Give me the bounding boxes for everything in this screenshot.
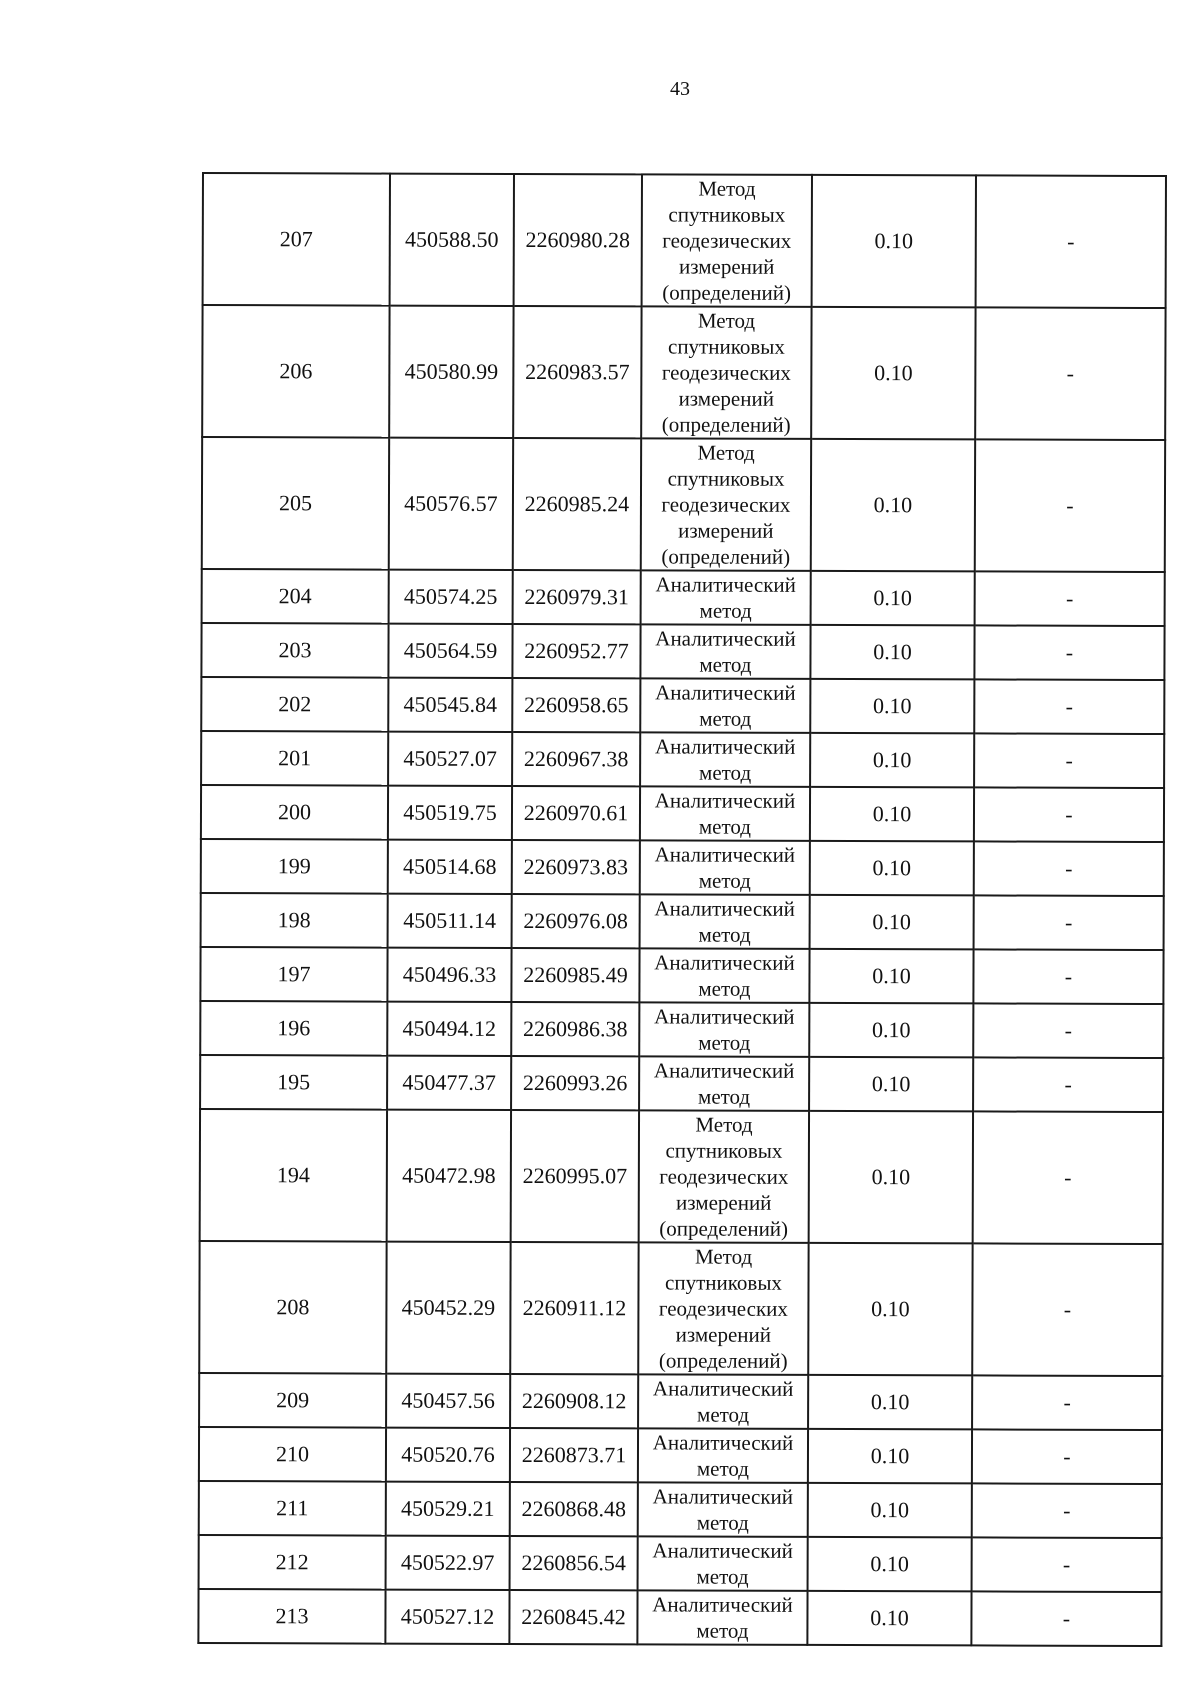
accuracy-cell: 0.10 [807, 1591, 971, 1646]
y-coordinate-cell: 2260985.49 [511, 948, 639, 1002]
x-coordinate-cell: 450511.14 [388, 894, 512, 948]
note-cell: - [974, 625, 1164, 680]
y-coordinate-cell: 2260908.12 [510, 1374, 638, 1428]
point-number-cell: 213 [198, 1589, 385, 1644]
note-cell: - [973, 949, 1163, 1004]
accuracy-cell: 0.10 [810, 679, 974, 734]
accuracy-cell: 0.10 [809, 1057, 973, 1112]
method-cell: Аналитический метод [640, 732, 810, 787]
y-coordinate-cell: 2260976.08 [512, 894, 640, 948]
method-cell: Аналитический метод [638, 1374, 808, 1429]
method-cell: Метод спутниковых геодезических измерений (определений) [641, 306, 811, 439]
method-cell: Аналитический метод [641, 570, 811, 625]
note-cell: - [973, 1111, 1163, 1244]
y-coordinate-cell: 2260993.26 [511, 1056, 639, 1110]
table-row [199, 1373, 1162, 1430]
point-number-cell: 195 [200, 1055, 387, 1110]
x-coordinate-cell: 450574.25 [389, 570, 513, 624]
method-cell: Аналитический метод [640, 786, 810, 841]
accuracy-cell: 0.10 [808, 1243, 972, 1376]
x-coordinate-cell: 450580.99 [389, 306, 513, 438]
method-cell: Аналитический метод [638, 1428, 808, 1483]
accuracy-cell: 0.10 [809, 949, 973, 1004]
point-number-cell: 211 [199, 1481, 386, 1536]
note-cell: - [973, 1003, 1163, 1058]
accuracy-cell: 0.10 [812, 175, 976, 308]
x-coordinate-cell: 450529.21 [386, 1482, 510, 1536]
table-row [199, 1241, 1162, 1376]
method-cell: Аналитический метод [638, 1482, 808, 1537]
accuracy-cell: 0.10 [808, 1375, 972, 1430]
point-number-cell: 212 [199, 1535, 386, 1590]
x-coordinate-cell: 450457.56 [386, 1374, 510, 1428]
table-row [202, 569, 1165, 626]
accuracy-cell: 0.10 [809, 1111, 973, 1244]
note-cell: - [972, 1429, 1162, 1484]
table-row [200, 1001, 1163, 1058]
method-cell: Метод спутниковых геодезических измерений (определений) [642, 174, 812, 307]
note-cell: - [973, 1057, 1163, 1112]
x-coordinate-cell: 450472.98 [387, 1110, 511, 1242]
method-cell: Аналитический метод [637, 1590, 807, 1645]
accuracy-cell: 0.10 [810, 895, 974, 950]
y-coordinate-cell: 2260995.07 [511, 1110, 639, 1242]
table-row [199, 1481, 1162, 1538]
point-number-cell: 194 [200, 1109, 387, 1242]
accuracy-cell: 0.10 [811, 307, 975, 440]
point-number-cell: 205 [202, 437, 389, 570]
accuracy-cell: 0.10 [810, 733, 974, 788]
x-coordinate-cell: 450452.29 [386, 1242, 510, 1374]
point-number-cell: 198 [201, 893, 388, 948]
accuracy-cell: 0.10 [808, 1537, 972, 1592]
table-row [200, 947, 1163, 1004]
table-row [201, 677, 1164, 734]
y-coordinate-cell: 2260980.28 [514, 174, 642, 306]
method-cell: Аналитический метод [640, 894, 810, 949]
note-cell: - [974, 679, 1164, 734]
note-cell: - [975, 439, 1165, 572]
note-cell: - [976, 175, 1166, 308]
table-row [201, 623, 1164, 680]
x-coordinate-cell: 450477.37 [387, 1056, 511, 1110]
y-coordinate-cell: 2260983.57 [513, 306, 641, 438]
method-cell: Аналитический метод [640, 840, 810, 895]
point-number-cell: 196 [200, 1001, 387, 1056]
coordinates-table-body [198, 173, 1166, 1646]
x-coordinate-cell: 450522.97 [386, 1536, 510, 1590]
note-cell: - [975, 571, 1165, 626]
accuracy-cell: 0.10 [810, 841, 974, 896]
y-coordinate-cell: 2260985.24 [513, 438, 641, 570]
x-coordinate-cell: 450519.75 [388, 786, 512, 840]
x-coordinate-cell: 450576.57 [389, 438, 513, 570]
note-cell: - [972, 1483, 1162, 1538]
table-row [198, 1589, 1161, 1646]
table-row [201, 785, 1164, 842]
x-coordinate-cell: 450588.50 [390, 174, 514, 306]
point-number-cell: 204 [202, 569, 389, 624]
point-number-cell: 202 [201, 677, 388, 732]
accuracy-cell: 0.10 [808, 1429, 972, 1484]
point-number-cell: 201 [201, 731, 388, 786]
point-number-cell: 199 [201, 839, 388, 894]
table-row [202, 437, 1165, 572]
table-row [201, 893, 1164, 950]
method-cell: Аналитический метод [639, 948, 809, 1003]
y-coordinate-cell: 2260911.12 [510, 1242, 638, 1374]
note-cell: - [974, 841, 1164, 896]
table-row [201, 731, 1164, 788]
note-cell: - [974, 895, 1164, 950]
point-number-cell: 207 [203, 173, 390, 306]
table-row [202, 305, 1165, 440]
note-cell: - [974, 733, 1164, 788]
table-row [203, 173, 1166, 308]
note-cell: - [975, 307, 1165, 440]
method-cell: Аналитический метод [639, 1002, 809, 1057]
table-row [199, 1535, 1162, 1592]
x-coordinate-cell: 450527.07 [388, 732, 512, 786]
note-cell: - [971, 1591, 1161, 1646]
method-cell: Аналитический метод [640, 678, 810, 733]
note-cell: - [972, 1243, 1162, 1376]
method-cell: Аналитический метод [640, 624, 810, 679]
point-number-cell: 200 [201, 785, 388, 840]
method-cell: Аналитический метод [639, 1056, 809, 1111]
method-cell: Метод спутниковых геодезических измерений (определений) [638, 1242, 808, 1375]
table-row [200, 1109, 1163, 1244]
y-coordinate-cell: 2260979.31 [513, 570, 641, 624]
point-number-cell: 206 [202, 305, 389, 438]
coordinates-table [197, 172, 1167, 1647]
table-row [199, 1427, 1162, 1484]
x-coordinate-cell: 450564.59 [388, 624, 512, 678]
note-cell: - [972, 1537, 1162, 1592]
point-number-cell: 197 [200, 947, 387, 1002]
point-number-cell: 209 [199, 1373, 386, 1428]
accuracy-cell: 0.10 [811, 439, 975, 572]
y-coordinate-cell: 2260973.83 [512, 840, 640, 894]
note-cell: - [974, 787, 1164, 842]
point-number-cell: 203 [201, 623, 388, 678]
point-number-cell: 208 [199, 1241, 386, 1374]
accuracy-cell: 0.10 [810, 625, 974, 680]
y-coordinate-cell: 2260952.77 [512, 624, 640, 678]
y-coordinate-cell: 2260845.42 [509, 1590, 637, 1644]
y-coordinate-cell: 2260958.65 [512, 678, 640, 732]
note-cell: - [972, 1375, 1162, 1430]
y-coordinate-cell: 2260967.38 [512, 732, 640, 786]
y-coordinate-cell: 2260970.61 [512, 786, 640, 840]
page-number: 43 [670, 78, 690, 100]
y-coordinate-cell: 2260873.71 [510, 1428, 638, 1482]
table-row [200, 1055, 1163, 1112]
method-cell: Метод спутниковых геодезических измерений (определений) [639, 1110, 809, 1243]
x-coordinate-cell: 450496.33 [387, 948, 511, 1002]
y-coordinate-cell: 2260986.38 [511, 1002, 639, 1056]
x-coordinate-cell: 450494.12 [387, 1002, 511, 1056]
x-coordinate-cell: 450545.84 [388, 678, 512, 732]
x-coordinate-cell: 450520.76 [386, 1428, 510, 1482]
accuracy-cell: 0.10 [809, 1003, 973, 1058]
x-coordinate-cell: 450514.68 [388, 840, 512, 894]
accuracy-cell: 0.10 [810, 787, 974, 842]
x-coordinate-cell: 450527.12 [385, 1590, 509, 1644]
method-cell: Метод спутниковых геодезических измерений (определений) [641, 438, 811, 571]
point-number-cell: 210 [199, 1427, 386, 1482]
y-coordinate-cell: 2260868.48 [510, 1482, 638, 1536]
accuracy-cell: 0.10 [811, 571, 975, 626]
method-cell: Аналитический метод [638, 1536, 808, 1591]
accuracy-cell: 0.10 [808, 1483, 972, 1538]
y-coordinate-cell: 2260856.54 [510, 1536, 638, 1590]
table-row [201, 839, 1164, 896]
